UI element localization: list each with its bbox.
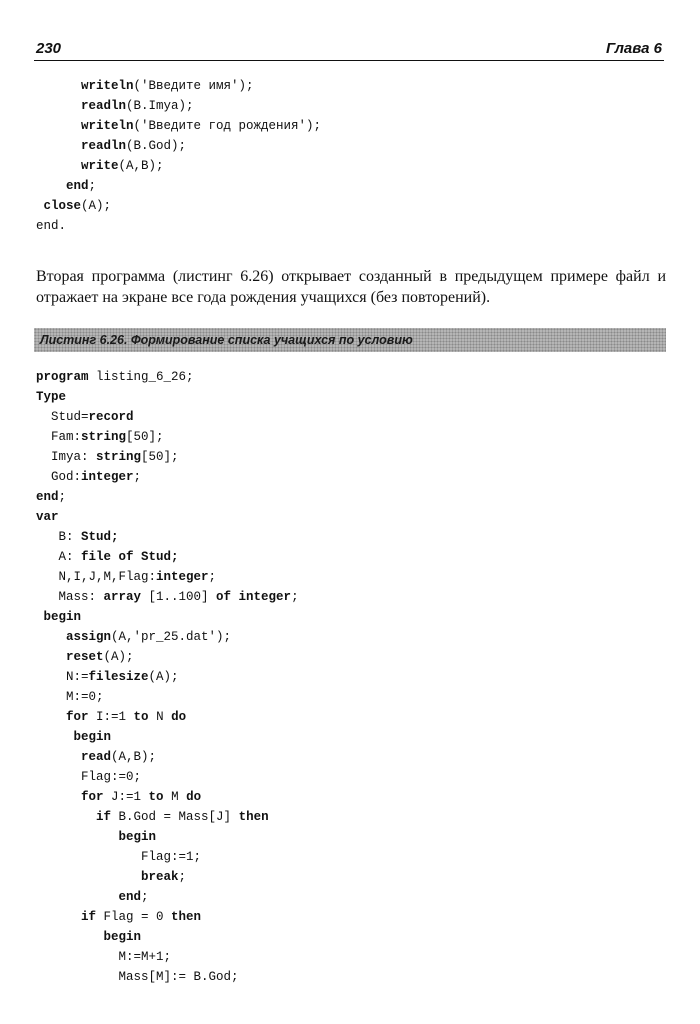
code-keyword: record [88, 410, 134, 424]
code-text: (A,'pr_25.dat'); [111, 630, 232, 644]
code-line [36, 467, 299, 487]
code-keyword: Type [36, 390, 67, 404]
code-keyword: begin [103, 930, 142, 944]
code-keyword: integer [156, 570, 209, 584]
code-line [36, 627, 299, 647]
code-text: ; [133, 470, 142, 484]
code-line [36, 967, 299, 987]
code-keyword: write [81, 159, 119, 173]
code-keyword: do [186, 790, 202, 804]
code-text: God: [36, 470, 82, 484]
code-line [36, 707, 299, 727]
code-text: (B.God); [126, 139, 187, 153]
code-text: Mass[M]:= B.God; [36, 970, 239, 984]
code-text: ; [88, 179, 97, 193]
code-text [36, 890, 119, 904]
code-line [36, 116, 321, 136]
code-text [36, 710, 66, 724]
code-keyword: begin [73, 730, 112, 744]
code-text [36, 119, 81, 133]
code-keyword: end [36, 490, 59, 504]
code-text: ; [291, 590, 299, 604]
code-line [36, 547, 299, 567]
code-line [36, 76, 321, 96]
code-line [36, 827, 299, 847]
code-text: N,I,J,M,Flag: [36, 570, 157, 584]
code-keyword: readln [81, 139, 127, 153]
code-text: (B.Imya); [126, 99, 194, 113]
code-line [36, 427, 299, 447]
code-line [36, 156, 321, 176]
code-text [36, 610, 44, 624]
code-line [36, 607, 299, 627]
code-text [36, 910, 81, 924]
code-keyword: program [36, 370, 89, 384]
listing-caption: Листинг 6.26. Формирование списка учащихся по условию [34, 328, 666, 352]
code-line [36, 807, 299, 827]
code-text: (A); [148, 670, 179, 684]
code-line [36, 867, 299, 887]
code-keyword: then [238, 810, 269, 824]
code-keyword: Stud; [81, 530, 119, 544]
code-text: ('Введите имя'); [133, 79, 254, 93]
code-line [36, 687, 299, 707]
code-text: ('Введите год рождения'); [133, 119, 322, 133]
code-line [36, 907, 299, 927]
code-text: ; [141, 890, 149, 904]
code-keyword: for [81, 790, 104, 804]
code-text: B.God = Mass[J] [111, 810, 239, 824]
code-text: ; [178, 870, 187, 884]
code-keyword: var [36, 510, 59, 524]
body-paragraph: Вторая программа (листинг 6.26) открывает созданный в предыдущем примере файл и отражает на экране все года рождения учащихся (без повторений). [36, 268, 666, 306]
code-keyword: break [141, 870, 179, 884]
page-number: 230 [36, 40, 62, 57]
code-text [36, 99, 81, 113]
code-text: ; [208, 570, 217, 584]
code-text: [50]; [126, 430, 164, 444]
code-line [36, 176, 321, 196]
code-text: (A,B); [118, 159, 164, 173]
code-listing-6-26 [36, 367, 299, 987]
code-line [36, 447, 299, 467]
code-keyword: integer [81, 470, 134, 484]
code-text: A: [36, 550, 82, 564]
code-line [36, 847, 299, 867]
code-keyword: begin [43, 610, 82, 624]
code-text [36, 870, 141, 884]
code-line [36, 216, 321, 236]
code-text: M:=0; [36, 690, 104, 704]
code-keyword: filesize [88, 670, 149, 684]
code-text: Mass: [36, 590, 104, 604]
code-listing-continuation [36, 76, 321, 236]
code-line [36, 747, 299, 767]
code-text [36, 179, 66, 193]
code-text: Imya: [36, 450, 97, 464]
code-keyword: if [96, 810, 112, 824]
chapter-label: Глава 6 [605, 40, 662, 57]
code-line [36, 196, 321, 216]
code-keyword: writeln [81, 119, 134, 133]
code-line [36, 947, 299, 967]
code-text: (A,B); [111, 750, 157, 764]
code-line [36, 667, 299, 687]
code-line [36, 787, 299, 807]
code-text [36, 790, 81, 804]
code-text: N [148, 710, 172, 724]
code-text [36, 199, 44, 213]
code-keyword: to [133, 710, 149, 724]
code-line [36, 96, 321, 116]
code-line [36, 887, 299, 907]
code-keyword: if [81, 910, 97, 924]
code-text: end. [36, 219, 67, 233]
code-text: M:=M+1; [36, 950, 172, 964]
code-keyword: string [81, 430, 127, 444]
code-text: ; [58, 490, 67, 504]
code-text: [1..100] [141, 590, 217, 604]
code-keyword: readln [81, 99, 127, 113]
code-line [36, 727, 299, 747]
code-text: Fam: [36, 430, 82, 444]
code-line [36, 487, 299, 507]
code-text: M [163, 790, 187, 804]
code-keyword: then [171, 910, 202, 924]
code-keyword: of integer [216, 590, 292, 604]
code-text: (A); [103, 650, 134, 664]
code-line [36, 136, 321, 156]
code-text [36, 650, 66, 664]
header-rule [34, 60, 664, 61]
code-line [36, 407, 299, 427]
code-keyword: file of Stud; [81, 550, 179, 564]
code-text: Flag:=1; [36, 850, 202, 864]
code-text: B: [36, 530, 82, 544]
code-line [36, 527, 299, 547]
code-text: (A); [81, 199, 112, 213]
code-line [36, 927, 299, 947]
code-text: Flag:=0; [36, 770, 142, 784]
code-text: N:= [36, 670, 89, 684]
code-keyword: for [66, 710, 89, 724]
code-keyword: assign [66, 630, 112, 644]
code-text: I:=1 [88, 710, 134, 724]
code-line [36, 387, 299, 407]
code-text [36, 79, 81, 93]
code-text [36, 830, 119, 844]
code-keyword: string [96, 450, 142, 464]
code-text: J:=1 [103, 790, 149, 804]
code-keyword: close [43, 199, 82, 213]
code-keyword: array [103, 590, 142, 604]
code-text [36, 730, 74, 744]
code-text: [50]; [141, 450, 179, 464]
code-line [36, 567, 299, 587]
code-keyword: to [148, 790, 164, 804]
code-text [36, 630, 66, 644]
code-line [36, 767, 299, 787]
code-keyword: begin [118, 830, 157, 844]
code-keyword: reset [66, 650, 104, 664]
code-keyword: end [118, 890, 142, 904]
code-keyword: writeln [81, 79, 134, 93]
code-keyword: do [171, 710, 187, 724]
code-text: Stud= [36, 410, 89, 424]
code-line [36, 367, 299, 387]
code-keyword: end [66, 179, 89, 193]
code-text [36, 810, 96, 824]
code-text [36, 139, 81, 153]
code-text: Flag = 0 [96, 910, 172, 924]
code-text [36, 930, 104, 944]
code-text [36, 159, 81, 173]
code-line [36, 507, 299, 527]
code-keyword: read [81, 750, 112, 764]
code-line [36, 587, 299, 607]
code-text: listing_6_26; [88, 370, 194, 384]
code-text [36, 750, 81, 764]
code-line [36, 647, 299, 667]
